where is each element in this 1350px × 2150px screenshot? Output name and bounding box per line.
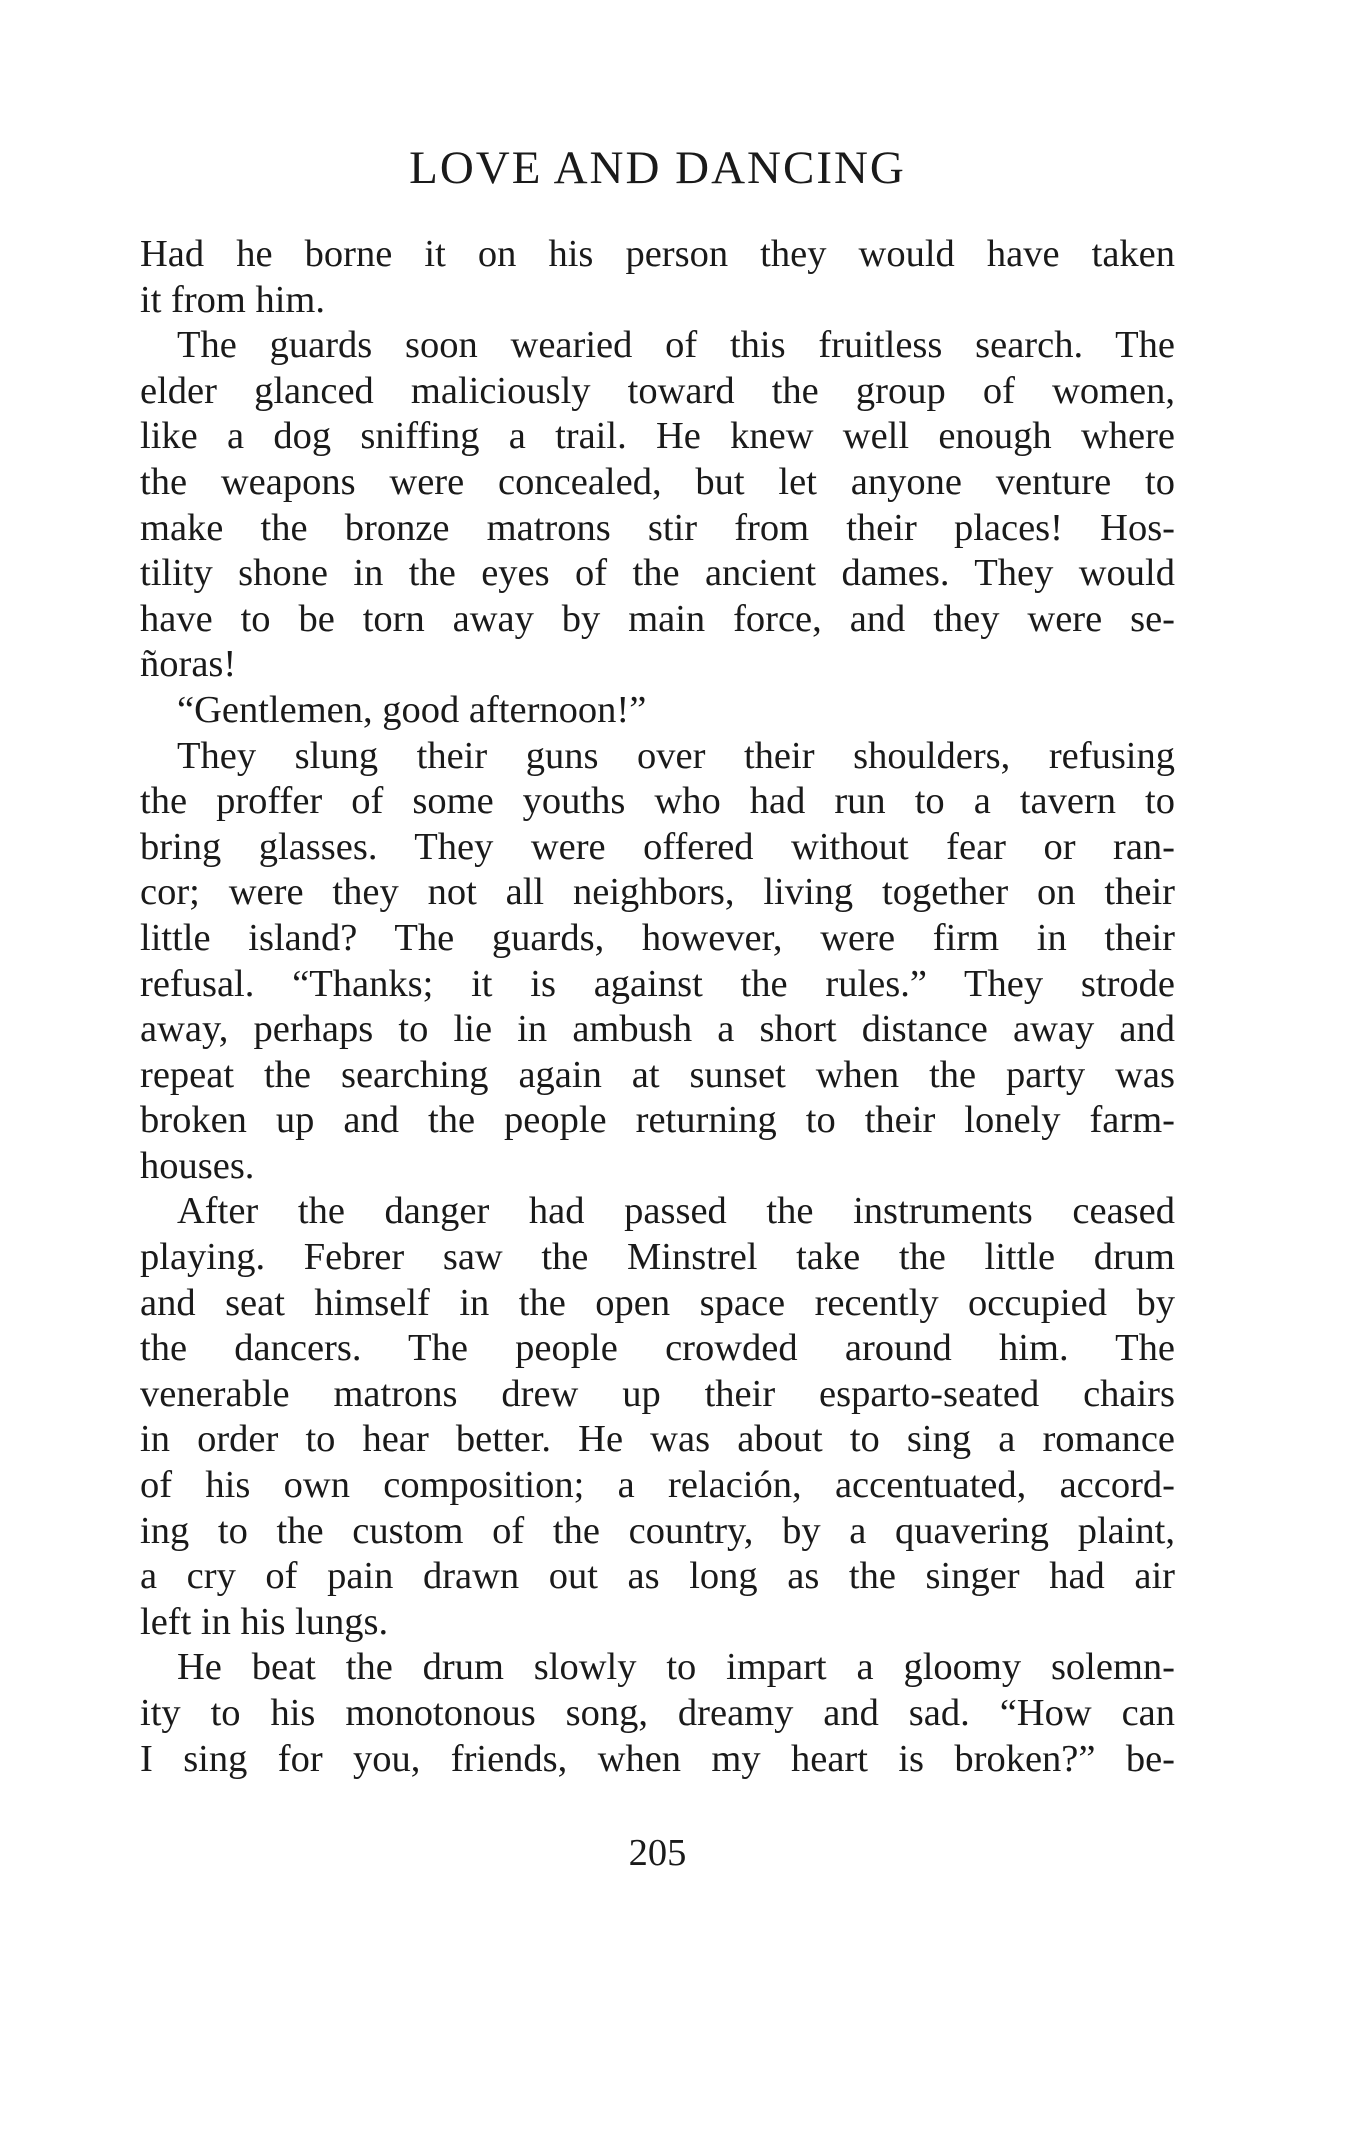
text-line: in order to hear better. He was about to sing a romance (140, 1418, 1175, 1461)
text-line: bring glasses. They were offered without fear or ran- (140, 825, 1175, 868)
text-line: little island? The guards, however, were firm in their (140, 916, 1175, 959)
text-line: away, perhaps to lie in ambush a short distance away and (140, 1008, 1175, 1051)
text-line: They slung their guns over their shoulders, refusing (177, 734, 1175, 777)
text-line: left in his lungs. (140, 1600, 389, 1643)
text-line: ity to his monotonous song, dreamy and sad. “How can (140, 1692, 1175, 1734)
text-line: elder glanced maliciously toward the group of women, (140, 369, 1175, 412)
text-line: ing to the custom of the country, by a quavering plaint, (140, 1509, 1175, 1552)
text-line: of his own composition; a relación, accentuated, accord- (140, 1464, 1175, 1507)
text-line: After the danger had passed the instruments ceased (177, 1190, 1175, 1233)
text-line: and seat himself in the open space recently occupied by (140, 1281, 1175, 1324)
text-line: the proffer of some youths who had run to a tavern to (140, 780, 1175, 823)
text-line: He beat the drum slowly to impart a gloomy solemn- (177, 1646, 1175, 1689)
text-line: venerable matrons drew up their esparto-seated chairs (140, 1372, 1175, 1415)
text-line: houses. (140, 1144, 255, 1187)
text-line: cor; were they not all neighbors, living together on their (140, 871, 1175, 914)
text-line: Had he borne it on his person they would have taken (140, 233, 1175, 275)
text-line: ñoras! (140, 643, 237, 686)
running-head: LOVE AND DANCING (409, 142, 906, 194)
text-line: it from him. (140, 278, 325, 321)
text-line: playing. Febrer saw the Minstrel take the little drum (140, 1236, 1175, 1279)
page-number: 205 (628, 1832, 687, 1874)
text-line: The guards soon wearied of this fruitless search. The (177, 324, 1175, 367)
text-line: repeat the searching again at sunset when the party was (140, 1053, 1175, 1096)
text-line: tility shone in the eyes of the ancient dames. They would (140, 552, 1175, 595)
text-line: make the bronze matrons stir from their places! Hos- (140, 506, 1175, 549)
book-page (140, 0, 1175, 2150)
text-line: I sing for you, friends, when my heart is broken?” be- (140, 1737, 1175, 1780)
text-line: broken up and the people returning to their lonely farm- (140, 1099, 1175, 1142)
text-line: a cry of pain drawn out as long as the singer had air (140, 1555, 1175, 1598)
text-line: refusal. “Thanks; it is against the rules.” They strode (140, 962, 1175, 1005)
text-line: like a dog sniffing a trail. He knew well enough where (140, 415, 1175, 458)
text-line: have to be torn away by main force, and they were se- (140, 597, 1175, 640)
text-line: the dancers. The people crowded around him. The (140, 1327, 1175, 1370)
text-line: “Gentlemen, good afternoon!” (177, 688, 647, 731)
text-line: the weapons were concealed, but let anyone venture to (140, 460, 1175, 503)
body-text (140, 232, 1175, 1782)
